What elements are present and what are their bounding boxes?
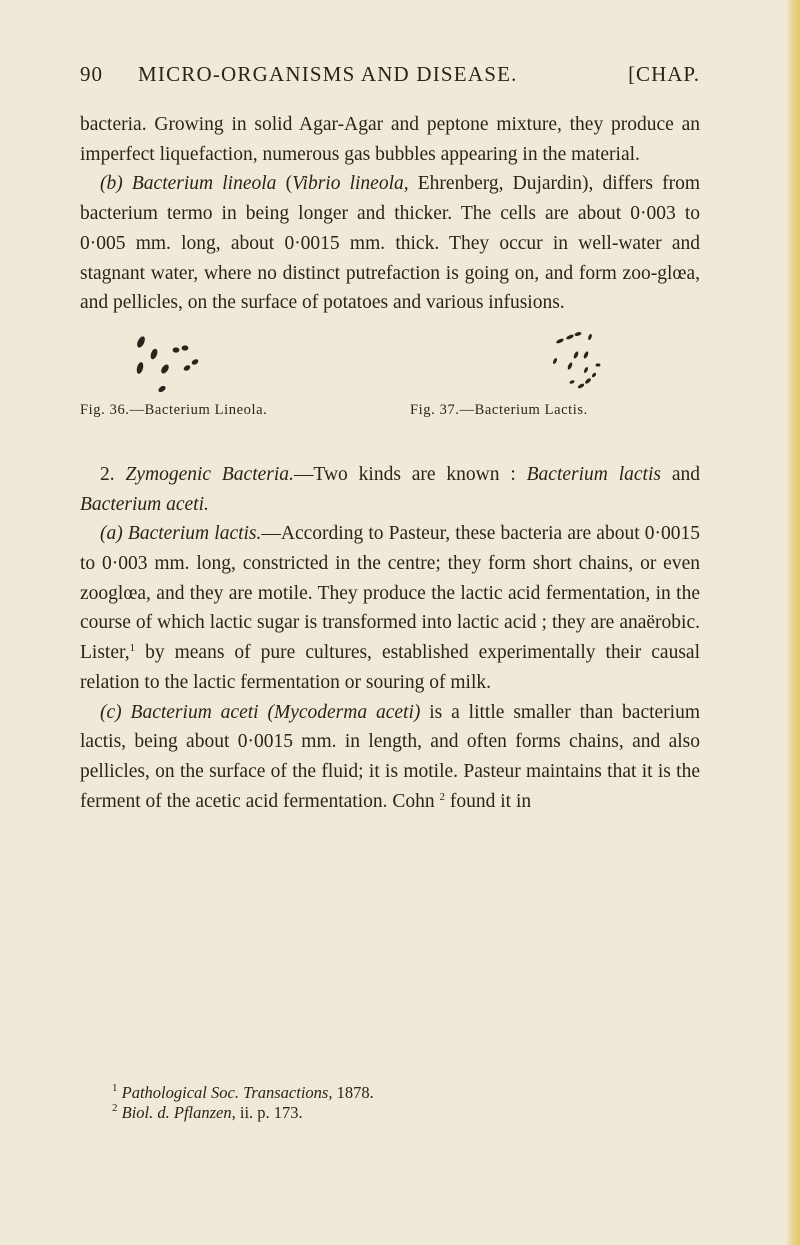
footnote-ref[interactable]: 1 (129, 642, 136, 655)
paragraph-text: Ehrenberg, Dujardin), differs from bacterium termo in being longer and thicker. The cells are about 0·003 to 0·005 mm. long, about 0·0015 mm. thick. They occur in well-water and stagnant water, where no distinct putrefaction is going on, and form zoo-glœa, and pellicles, on the surface of potatoes and various infusions. (80, 173, 701, 314)
species-name: Bacterium lactis. (127, 523, 262, 545)
species-name: Bacterium aceti. (80, 493, 209, 515)
paren: ( (285, 173, 293, 195)
paragraph-bacterium-aceti (80, 698, 700, 817)
paragraph-text: —Two kinds are known : (293, 463, 516, 485)
footnote (112, 1083, 374, 1103)
bacterium-lactis-illustration (410, 326, 700, 398)
chapter-marker: [CHAP. (628, 62, 700, 86)
page-number: 90 (80, 62, 103, 86)
conjunction: and (671, 463, 700, 485)
bacterium-lineola-illustration (80, 326, 370, 398)
footnote-title: Pathological Soc. Transactions, (121, 1083, 333, 1102)
item-label: (c) (100, 701, 122, 723)
footnote-number: 2 (112, 1102, 118, 1114)
footnote (112, 1103, 374, 1123)
body-text (80, 110, 700, 816)
footnotes (112, 1083, 374, 1123)
species-name: Bacterium lineola (131, 173, 277, 195)
page-edge-shadow (786, 0, 800, 1245)
paragraph-zymogenic (80, 460, 700, 519)
paragraph-text: —According to Pasteur, these bacteria are about 0·0015 to 0·003 mm. long, constricted in the centre; they form short chains, or even zooglœa, and they are motile. They produce the lactic acid fermentation, in the course of which lactic sugar is transformed into lactic acid ; they are anaërobic. Lister, (80, 523, 701, 664)
footnote-text: ii. p. 173. (239, 1103, 303, 1122)
figures-row (80, 326, 700, 442)
paragraph-text: by means of pure cultures, established experimentally their causal relation to the lactic fermentation or souring of milk. (80, 642, 701, 693)
footnote-text: 1878. (336, 1083, 374, 1102)
footnote-number: 1 (112, 1082, 118, 1094)
footnote-ref[interactable]: 2 (439, 790, 446, 803)
paragraph-text: is a little smaller than bacterium lactis, being about 0·0015 mm. in length, and often forms chains, and also pellicles, on the surface of the fluid; it is motile. Pasteur maintains that it is the ferment of the acetic acid fermentation. Cohn (80, 701, 701, 812)
synonym-name: (Mycoderma aceti) (267, 701, 421, 723)
figure-caption: Fig. 37.—Bacterium Lactis. (410, 401, 588, 418)
item-label: (b) (100, 173, 123, 195)
paragraph-text: found it in (449, 790, 532, 812)
species-name: Bacterium lactis (526, 463, 661, 485)
running-title: MICRO-ORGANISMS AND DISEASE. (138, 62, 518, 86)
synonym-name: Vibrio lineola, (292, 173, 409, 195)
species-name: Bacterium aceti (130, 701, 259, 723)
paragraph-bacterium-lineola (80, 169, 700, 318)
figure-36 (80, 326, 370, 418)
figure-caption: Fig. 36.—Bacterium Lineola. (80, 401, 268, 418)
item-label: (a) (100, 523, 123, 545)
figure-37 (410, 326, 700, 418)
footnote-title: Biol. d. Pflanzen, (121, 1103, 236, 1122)
section-heading: Zymogenic Bacteria. (125, 463, 294, 485)
section-number: 2. (100, 463, 115, 485)
paragraph-bacterium-lactis (80, 519, 700, 697)
paragraph-continuation: bacteria. Growing in solid Agar-Agar and peptone mixture, they produce an imperfect liquefaction, numerous gas bubbles appearing in the material. (80, 114, 700, 165)
